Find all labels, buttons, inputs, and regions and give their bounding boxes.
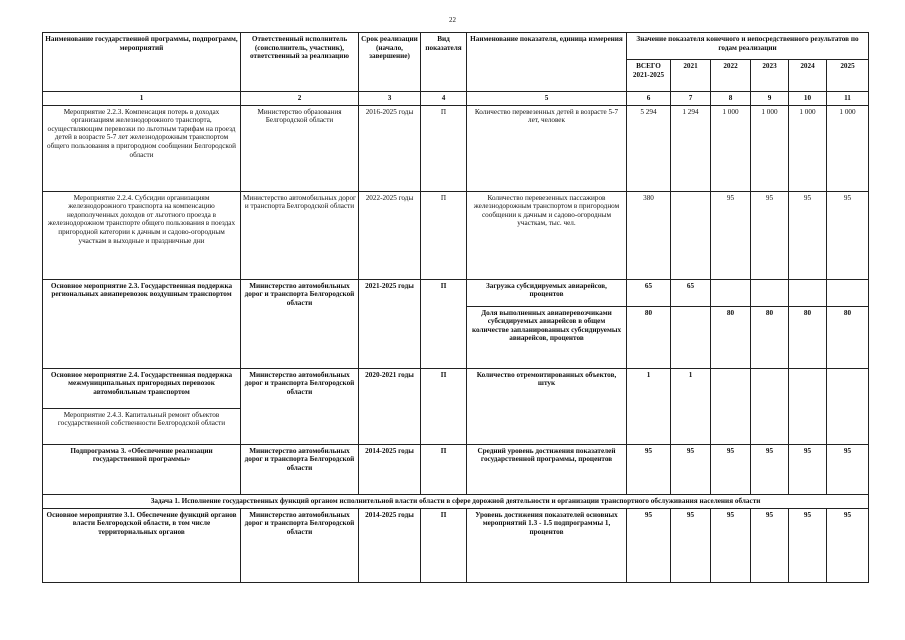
column-number: 4 xyxy=(421,92,467,106)
term-cell: 2014-2025 годы xyxy=(359,444,421,494)
value-cell: 1 xyxy=(671,368,711,444)
value-cell: 65 xyxy=(627,279,671,306)
value-cell xyxy=(789,368,827,444)
value-cell xyxy=(671,306,711,368)
column-numbers-row xyxy=(43,92,869,106)
value-cell: 95 xyxy=(671,444,711,494)
header-values-group: Значение показателя конечного и непосредственного результатов по годам реализации xyxy=(627,33,869,60)
value-cell: 65 xyxy=(671,279,711,306)
responsible-cell: Министерство автомобильных дорог и транспорта Белгородской области xyxy=(241,368,359,444)
value-cell xyxy=(827,368,869,444)
value-cell: 95 xyxy=(827,444,869,494)
value-cell: 80 xyxy=(751,306,789,368)
column-number: 5 xyxy=(467,92,627,106)
table-row xyxy=(43,279,869,306)
value-cell xyxy=(711,368,751,444)
term-cell: 2021-2025 годы xyxy=(359,279,421,368)
value-cell: 80 xyxy=(789,306,827,368)
kind-cell: П xyxy=(421,368,467,444)
header-indicator: Наименование показателя, единица измерения xyxy=(467,33,627,92)
value-cell: 95 xyxy=(711,444,751,494)
column-number: 8 xyxy=(711,92,751,106)
value-cell: 95 xyxy=(751,444,789,494)
responsible-cell: Министерство автомобильных дорог и транспорта Белгородской области xyxy=(241,508,359,582)
value-cell: 380 xyxy=(627,191,671,279)
value-cell: 1 294 xyxy=(671,105,711,191)
column-number: 6 xyxy=(627,92,671,106)
kind-cell: П xyxy=(421,279,467,368)
kind-cell: П xyxy=(421,508,467,582)
header-term: Срок реализации (начало, завершение) xyxy=(359,33,421,92)
header-year: 2021 xyxy=(671,60,711,92)
indicator-cell: Уровень достижения показателей основных мероприятий 1.3 - 1.5 подпрограммы 1, процентов xyxy=(467,508,627,582)
value-cell: 80 xyxy=(627,306,671,368)
task-row xyxy=(43,494,869,508)
value-cell: 95 xyxy=(789,508,827,582)
indicator-cell: Доля выполненных авиаперевозчиками субсидируемых авиарейсов в общем количестве запланированных субсидируемых авиарейсов, процентов xyxy=(467,306,627,368)
term-cell: 2016-2025 годы xyxy=(359,105,421,191)
value-cell: 95 xyxy=(751,191,789,279)
indicator-cell: Средний уровень достижения показателей государственной программы, процентов xyxy=(467,444,627,494)
indicator-cell: Количество перевезенных детей в возрасте 5-7 лет, человек xyxy=(467,105,627,191)
value-cell: 1 000 xyxy=(827,105,869,191)
program-cell: Основное мероприятие 2.3. Государственная поддержка региональных авиаперевозок воздушным транспортом xyxy=(43,279,241,368)
indicator-cell: Количество перевезенных пассажиров железнодорожным транспортом в пригородном сообщении к дачным и садово-огородным участкам, тыс. чел. xyxy=(467,191,627,279)
column-number: 7 xyxy=(671,92,711,106)
responsible-cell: Министерство автомобильных дорог и транспорта Белгородской области xyxy=(241,444,359,494)
value-cell: 5 294 xyxy=(627,105,671,191)
table-row xyxy=(43,105,869,191)
term-cell: 2022-2025 годы xyxy=(359,191,421,279)
value-cell xyxy=(751,368,789,444)
value-cell xyxy=(789,279,827,306)
value-cell: 95 xyxy=(751,508,789,582)
header-responsible: Ответственный исполнитель (соисполнитель, участник), ответственный за реализацию xyxy=(241,33,359,92)
value-cell: 95 xyxy=(711,508,751,582)
value-cell: 80 xyxy=(827,306,869,368)
page-number: 22 xyxy=(449,16,456,24)
responsible-cell: Министерство автомобильных дорог и транспорта Белгородской области xyxy=(241,191,359,279)
program-cell: Подпрограмма 3. «Обеспечение реализации государственной программы» xyxy=(43,444,241,494)
header-kind: Вид показателя xyxy=(421,33,467,92)
value-cell: 95 xyxy=(627,444,671,494)
responsible-cell: Министерство автомобильных дорог и транспорта Белгородской области xyxy=(241,279,359,368)
header-program: Наименование государственной программы, подпрограмм, мероприятий xyxy=(43,33,241,92)
header-year: 2025 xyxy=(827,60,869,92)
value-cell: 95 xyxy=(827,191,869,279)
program-sub-cell: Мероприятие 2.4.3. Капитальный ремонт объектов государственной собственности Белгородской области xyxy=(43,408,241,444)
indicator-cell: Загрузка субсидируемых авиарейсов, процентов xyxy=(467,279,627,306)
column-number: 10 xyxy=(789,92,827,106)
program-cell: Основное мероприятие 3.1. Обеспечение функций органов власти Белгородской области, в том числе территориальных органов xyxy=(43,508,241,582)
term-cell: 2020-2021 годы xyxy=(359,368,421,444)
value-cell xyxy=(671,191,711,279)
task-cell: Задача 1. Исполнение государственных функций органом исполнительной власти области в сфере дорожной деятельности и организации транспортного обслуживания населения области xyxy=(43,494,869,508)
table-row xyxy=(43,508,869,582)
value-cell: 95 xyxy=(627,508,671,582)
value-cell: 95 xyxy=(671,508,711,582)
value-cell: 80 xyxy=(711,306,751,368)
value-cell: 1 000 xyxy=(711,105,751,191)
column-number: 9 xyxy=(751,92,789,106)
value-cell: 1 xyxy=(627,368,671,444)
value-cell xyxy=(711,279,751,306)
program-cell: Мероприятие 2.2.3. Компенсация потерь в доходах организациям железнодорожного транспорта, осуществляющим перевозки по льготным тарифам на проезд детей в возрасте 5-7 лет железнодорожным транспортом общего пользования в пригородном сообщении Белгородской области xyxy=(43,105,241,191)
column-number: 3 xyxy=(359,92,421,106)
term-cell: 2014-2025 годы xyxy=(359,508,421,582)
kind-cell: П xyxy=(421,444,467,494)
header-year: 2023 xyxy=(751,60,789,92)
kind-cell: П xyxy=(421,105,467,191)
table-row xyxy=(43,191,869,279)
value-cell xyxy=(827,279,869,306)
program-cell: Мероприятие 2.2.4. Субсидии организациям железнодорожного транспорта на компенсацию недополученных доходов от льготного проезда в железнодорожном транспорте общего пользования в поездах пригородной категории к дачным и садово-огородным участкам в выходные и праздничные дни xyxy=(43,191,241,279)
value-cell xyxy=(751,279,789,306)
value-cell: 95 xyxy=(789,191,827,279)
table-row xyxy=(43,368,869,408)
column-number: 11 xyxy=(827,92,869,106)
value-cell: 95 xyxy=(711,191,751,279)
value-cell: 1 000 xyxy=(751,105,789,191)
header-total: ВСЕГО 2021-2025 xyxy=(627,60,671,92)
value-cell: 95 xyxy=(789,444,827,494)
indicators-table xyxy=(42,32,869,583)
header-year: 2024 xyxy=(789,60,827,92)
responsible-cell: Министерство образования Белгородской области xyxy=(241,105,359,191)
table-row xyxy=(43,444,869,494)
header-row-1 xyxy=(43,33,869,60)
indicator-cell: Количество отремонтированных объектов, штук xyxy=(467,368,627,444)
column-number: 1 xyxy=(43,92,241,106)
column-number: 2 xyxy=(241,92,359,106)
header-year: 2022 xyxy=(711,60,751,92)
program-cell: Основное мероприятие 2.4. Государственная поддержка межмуниципальных пригородных перевозок автомобильным транспортом xyxy=(43,368,241,408)
value-cell: 95 xyxy=(827,508,869,582)
value-cell: 1 000 xyxy=(789,105,827,191)
kind-cell: П xyxy=(421,191,467,279)
